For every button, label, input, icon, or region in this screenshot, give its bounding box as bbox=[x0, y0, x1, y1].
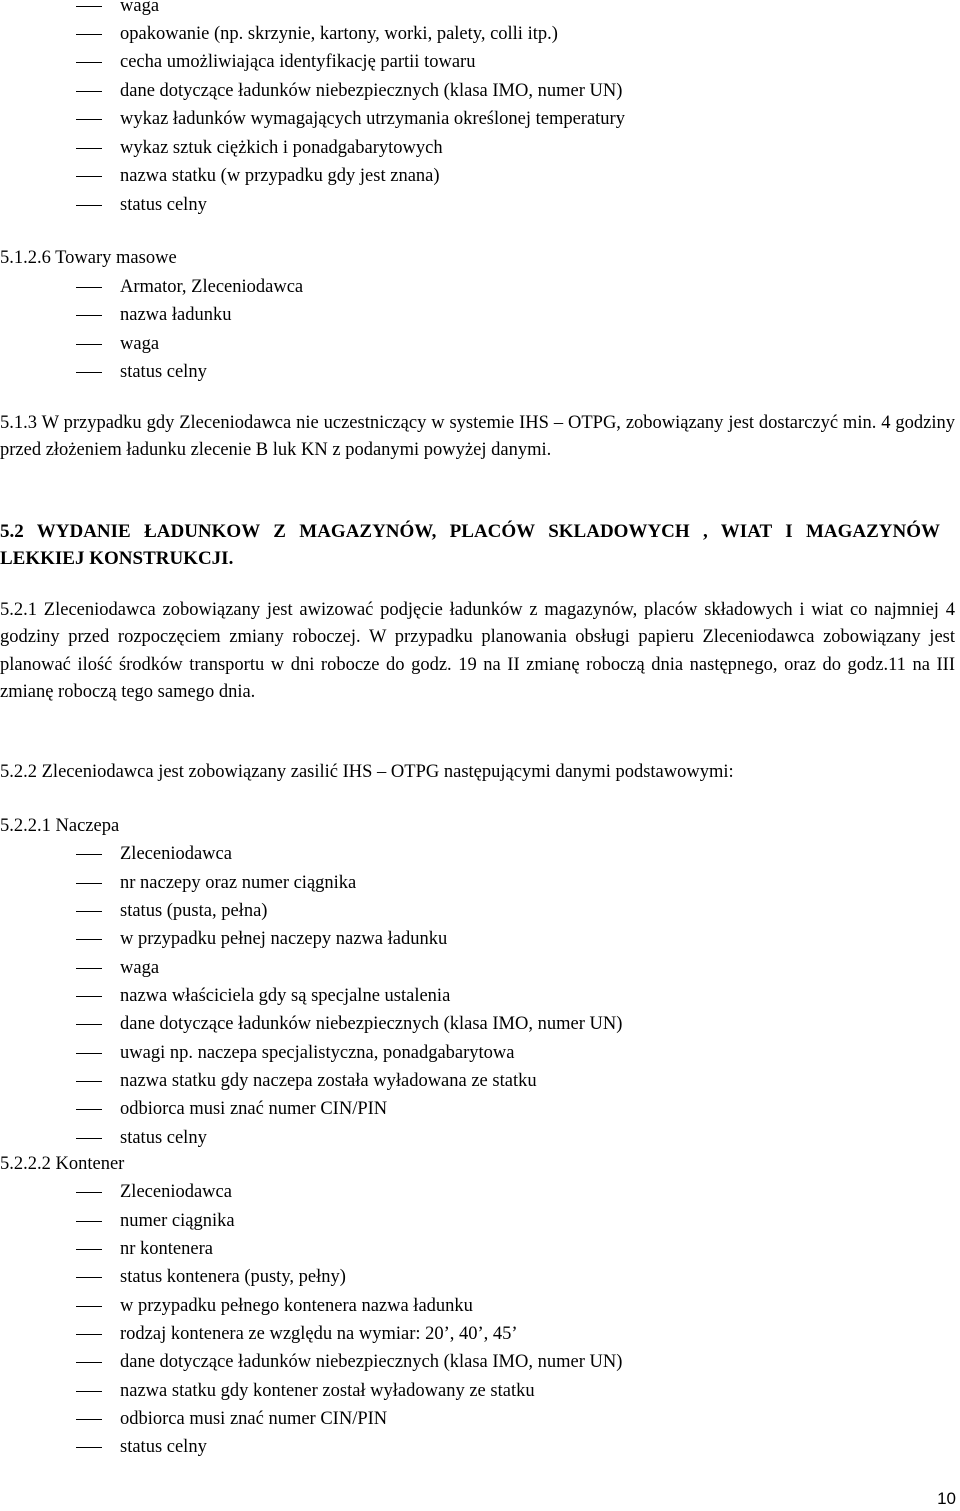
list-item: dane dotyczące ładunków niebezpiecznych (klasa IMO, numer UN) bbox=[120, 81, 623, 101]
section-heading-5-2-2-1: 5.2.2.1 Naczepa bbox=[0, 816, 120, 836]
paragraph-5-1-3: 5.1.3 W przypadku gdy Zleceniodawca nie uczestniczący w systemie IHS – OTPG, zobowiązany jest dostarczyć min. 4 godziny przed złożeniem ładunku zlecenie B luk KN z podanymi powyżej danymi. bbox=[0, 413, 955, 461]
section-heading-5-2-2-2: 5.2.2.2 Kontener bbox=[0, 1154, 125, 1174]
list-item: status celny bbox=[120, 1437, 207, 1457]
paragraph-5-2-2: 5.2.2 Zleceniodawca jest zobowiązany zasilić IHS – OTPG następującymi danymi podstawowymi: bbox=[0, 762, 734, 782]
list-item: odbiorca musi znać numer CIN/PIN bbox=[120, 1099, 388, 1119]
list-item: status celny bbox=[120, 1128, 207, 1148]
list-item: nr naczepy oraz numer ciągnika bbox=[120, 873, 357, 893]
section-heading-5-2: 5.2 WYDANIE ŁADUNKOW Z MAGAZYNÓW, PLACÓW SKLADOWYCH , WIAT I MAGAZYNÓW LEKKIEJ KONSTRUKCJI. bbox=[0, 521, 940, 569]
list-item: Zleceniodawca bbox=[120, 1182, 232, 1202]
list-item: waga bbox=[120, 958, 160, 978]
list-item: Armator, Zleceniodawca bbox=[120, 277, 304, 297]
page-number: 10 bbox=[937, 1489, 956, 1508]
list-item: status (pusta, pełna) bbox=[120, 901, 268, 921]
list-item: Zleceniodawca bbox=[120, 844, 232, 864]
list-item: rodzaj kontenera ze względu na wymiar: 20’, 40’, 45’ bbox=[120, 1324, 518, 1344]
list-item: status celny bbox=[120, 362, 207, 382]
list-item: waga bbox=[120, 0, 159, 17]
list-item: wykaz sztuk ciężkich i ponadgabarytowych bbox=[120, 138, 443, 158]
list-item: w przypadku pełnej naczepy nazwa ładunku bbox=[120, 929, 448, 949]
list-item: nazwa statku gdy kontener został wyładowany ze statku bbox=[120, 1381, 535, 1401]
section-heading-5-1-2-6: 5.1.2.6 Towary masowe bbox=[0, 248, 177, 268]
list-item: nazwa statku (w przypadku gdy jest znana) bbox=[120, 166, 440, 186]
list-item: numer ciągnika bbox=[120, 1211, 235, 1231]
list-item: odbiorca musi znać numer CIN/PIN bbox=[120, 1409, 388, 1429]
list-item: dane dotyczące ładunków niebezpiecznych (klasa IMO, numer UN) bbox=[120, 1352, 623, 1372]
list-item: status kontenera (pusty, pełny) bbox=[120, 1267, 346, 1287]
list-item: w przypadku pełnego kontenera nazwa ładunku bbox=[120, 1296, 473, 1316]
list-item: nr kontenera bbox=[120, 1239, 213, 1259]
list-item: dane dotyczące ładunków niebezpiecznych (klasa IMO, numer UN) bbox=[120, 1014, 623, 1034]
list-item: uwagi np. naczepa specjalistyczna, ponadgabarytowa bbox=[120, 1043, 515, 1063]
list-item: opakowanie (np. skrzynie, kartony, worki, palety, colli itp.) bbox=[120, 24, 558, 44]
list-item: waga bbox=[120, 334, 160, 354]
list-item: cecha umożliwiająca identyfikację partii towaru bbox=[120, 52, 476, 72]
list-item: nazwa właściciela gdy są specjalne ustalenia bbox=[120, 986, 451, 1006]
list-item: status celny bbox=[120, 195, 207, 215]
list-item: nazwa statku gdy naczepa została wyładowana ze statku bbox=[120, 1071, 537, 1091]
list-item: wykaz ładunków wymagających utrzymania określonej temperatury bbox=[120, 109, 625, 129]
paragraph-5-2-1: 5.2.1 Zleceniodawca zobowiązany jest awizować podjęcie ładunków z magazynów, placów składowych i wiat co najmniej 4 godziny przed rozpoczęciem zmiany roboczej. W przypadku planowania obsługi papieru Zleceniodawca zobowiązany jest planować ilość środków transportu w dni robocze do godz. 19 na II zmianę roboczą dnia następnego, oraz do godz.11 na III zmianę roboczą tego samego dnia. bbox=[0, 600, 955, 702]
list-item: nazwa ładunku bbox=[120, 305, 232, 325]
